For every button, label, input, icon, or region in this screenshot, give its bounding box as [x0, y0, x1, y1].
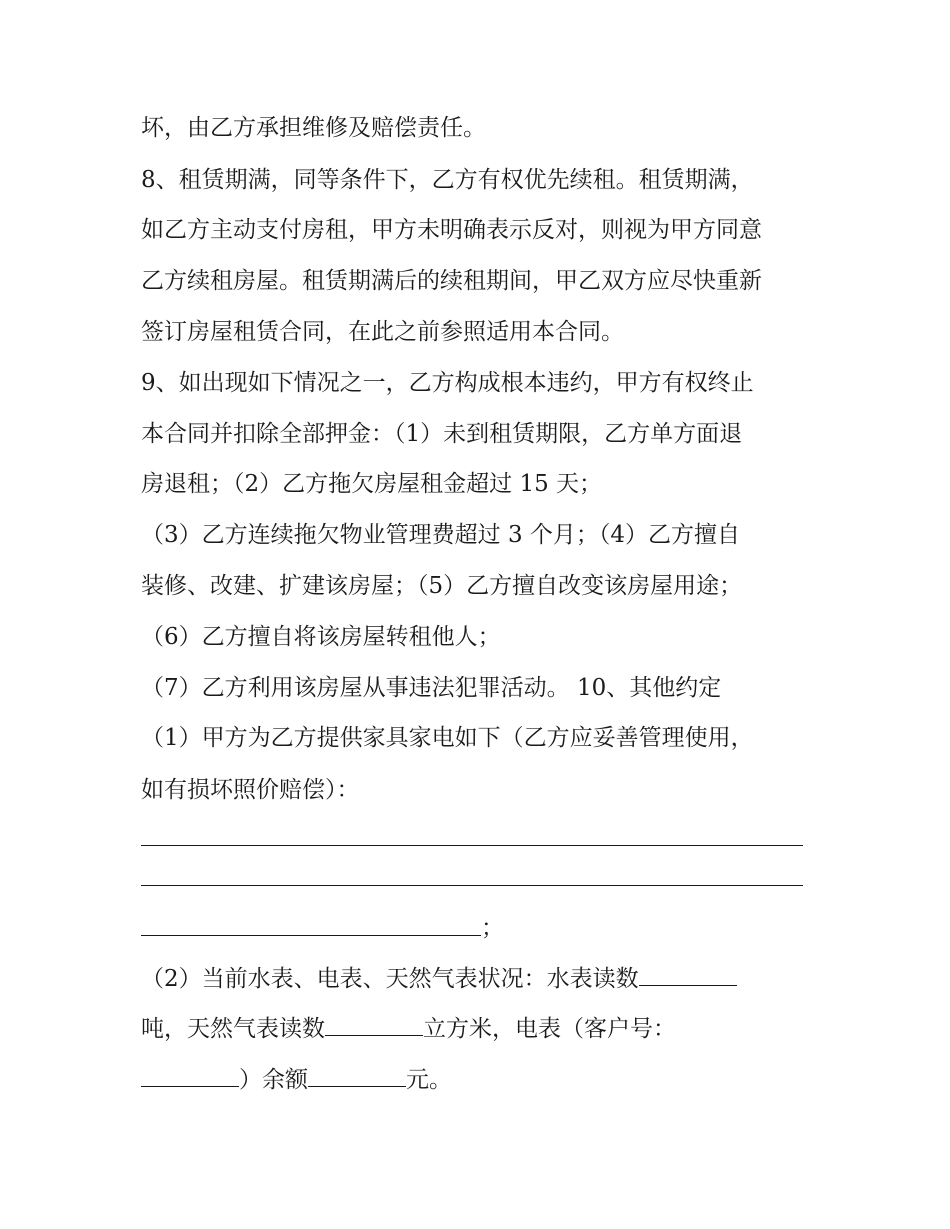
text-line-8: 房退租；（2）乙方拖欠房屋租金超过 15 天；	[141, 471, 603, 497]
meter-line-2-text-a: 吨，天然气表读数	[141, 1016, 325, 1042]
balance-blank[interactable]	[308, 1064, 406, 1087]
text-line-1: 坏，由乙方承担维修及赔偿责任。	[141, 115, 486, 141]
fill-in-line-end-punct: ；	[481, 915, 504, 941]
fill-in-line-3[interactable]	[141, 935, 481, 936]
text-line-7: 本合同并扣除全部押金：（1）未到租赁期限，乙方单方面退	[141, 421, 743, 447]
meter-line-3-text-a: ）余额	[239, 1067, 308, 1093]
fill-in-line-1[interactable]	[141, 845, 803, 846]
text-line-9: （3）乙方连续拖欠物业管理费超过 3 个月；（4）乙方擅自	[141, 522, 741, 548]
meter-line-1-text: （2）当前水表、电表、天然气表状况：水表读数	[141, 966, 639, 992]
text-line-13: （1）甲方为乙方提供家具家电如下（乙方应妥善管理使用，	[141, 725, 754, 751]
meter-line-3	[141, 1064, 452, 1095]
gas-meter-blank[interactable]	[325, 1013, 423, 1036]
meter-line-2-text-b: 立方米，电表（客户号：	[423, 1016, 676, 1042]
text-line-14: 如有损坏照价赔偿）：	[141, 777, 360, 803]
meter-line-3-text-b: 元。	[406, 1067, 452, 1093]
text-line-11: （6）乙方擅自将该房屋转租他人；	[141, 624, 501, 650]
customer-number-blank[interactable]	[141, 1064, 239, 1087]
text-line-5: 签订房屋租赁合同，在此之前参照适用本合同。	[141, 319, 624, 345]
text-line-3: 如乙方主动支付房租，甲方未明确表示反对，则视为甲方同意	[141, 217, 762, 243]
water-meter-blank[interactable]	[639, 963, 737, 986]
text-line-6: 9、如出现如下情况之一，乙方构成根本违约，甲方有权终止	[141, 370, 754, 396]
text-line-10: 装修、改建、扩建该房屋；（5）乙方擅自改变该房屋用途；	[141, 573, 743, 599]
meter-line-1	[141, 963, 737, 994]
text-line-4: 乙方续租房屋。租赁期满后的续租期间，甲乙双方应尽快重新	[141, 268, 762, 294]
meter-line-2	[141, 1013, 676, 1044]
fill-in-line-2[interactable]	[141, 885, 803, 886]
text-line-12: （7）乙方利用该房屋从事违法犯罪活动。 10、其他约定	[141, 675, 722, 701]
text-line-2: 8、租赁期满，同等条件下，乙方有权优先续租。租赁期满，	[141, 167, 754, 193]
